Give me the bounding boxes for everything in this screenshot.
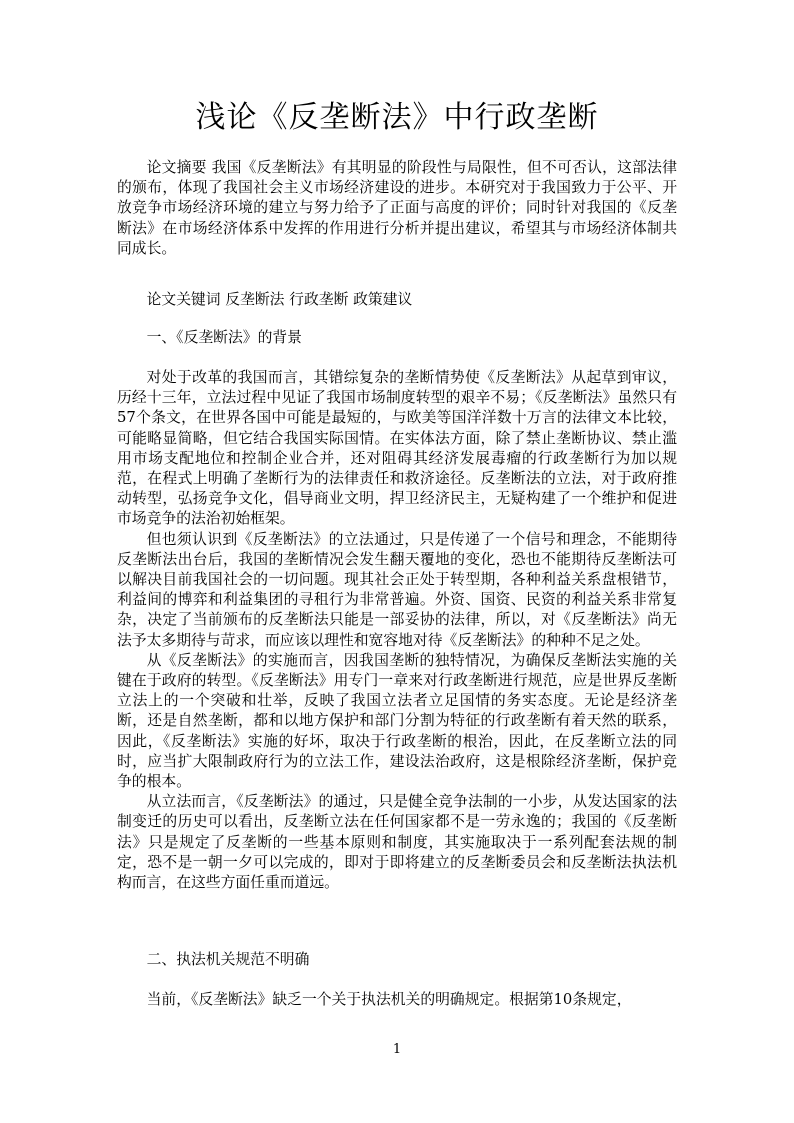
section-2-heading: 二、执法机关规范不明确 <box>146 951 310 968</box>
document-title: 浅论《反垄断法》中行政垄断 <box>195 100 599 135</box>
section-1-paragraph: 对处于改革的我国而言，其错综复杂的垄断情势使《反垄断法》从起草到审议，历经十三年，立法过程中见证了我国市场制度转型的艰辛不易；《反垄断法》虽然只有57个条文，在世界各国中可能是最短的，与欧美等国洋洋数十万言的法律文本比较，可能略显简略，但它结合我国实际国情。在实体法方面，除了禁止垄断协议、禁止滥用市场支配地位和控制企业合并，还对阻碍其经济发展毒瘤的行政垄断行为加以规范，在程式上明确了垄断行为的法律责任和救济途径。反垄断法的立法，对于政府推动转型，弘扬竞争文化，倡导商业文明，捍卫经济民主，无疑构建了一个维护和促进市场竞争的法治初始框架。 <box>117 369 677 528</box>
section-1-paragraph: 从立法而言，《反垄断法》的通过，只是健全竞争法制的一小步，从发达国家的法制变迁的历史可以看出，反垄断立法在任何国家都不是一劳永逸的；我国的《反垄断法》只是规定了反垄断的一些基本原则和制度，其实施取决于一系列配套法规的制定，恐不是一朝一夕可以完成的，即对于即将建立的反垄断委员会和反垄断法执法机构而言，在这些方面任重而道远。 <box>117 793 677 892</box>
section-1-heading-block <box>117 328 677 348</box>
section-1-body <box>117 368 677 893</box>
section-2-heading-block <box>117 950 677 970</box>
section-1-paragraph: 从《反垄断法》的实施而言，因我国垄断的独特情况，为确保反垄断法实施的关键在于政府的转型。《反垄断法》用专门一章来对行政垄断进行规范，应是世界反垄断立法上的一个突破和壮举，反映了我国立法者立足国情的务实态度。无论是经济垄断，还是自然垄断，都和以地方保护和部门分割为特征的行政垄断有着天然的联系，因此，《反垄断法》实施的好坏，取决于行政垄断的根治，因此，在反垄断立法的同时，应当扩大限制政府行为的立法工作，建设法治政府，这是根除经济垄断，保护竞争的根本。 <box>117 651 677 791</box>
abstract-paragraph: 论文摘要 我国《反垄断法》有其明显的阶段性与局限性，但不可否认，这部法律的颁布，体现了我国社会主义市场经济建设的进步。本研究对于我国致力于公平、开放竞争市场经济环境的建立与努力给予了正面与高度的评价；同时针对我国的《反垄断法》在市场经济体系中发挥的作用进行分析并提出建议，希望其与市场经济体制共同成长。 <box>117 159 677 257</box>
page-number: 1 <box>392 1042 402 1057</box>
section-2-paragraph: 当前，《反垄断法》缺乏一个关于执法机关的明确规定。根据第10条规定， <box>146 991 632 1008</box>
abstract-block <box>117 158 677 259</box>
section-1-paragraph: 但也须认识到《反垄断法》的立法通过，只是传递了一个信号和理念，不能期待反垄断法出台后，我国的垄断情况会发生翻天覆地的变化，恐也不能期待反垄断法可以解决目前我国社会的一切问题。现其社会正处于转型期，各种利益关系盘根错节，利益间的博弈和利益集团的寻租行为非常普遍。外资、国资、民资的利益关系非常复杂，决定了当前颁布的反垄断法只能是一部妥协的法律，所以，对《反垄断法》尚无法予太多期待与苛求，而应该以理性和宽容地对待《反垄断法》的种种不足之处。 <box>117 530 677 649</box>
keywords-line: 论文关键词 反垄断法 行政垄断 政策建议 <box>146 291 413 308</box>
section-2-body <box>117 990 677 1010</box>
keywords-block <box>117 290 677 310</box>
section-1-heading: 一、《反垄断法》的背景 <box>146 329 302 346</box>
